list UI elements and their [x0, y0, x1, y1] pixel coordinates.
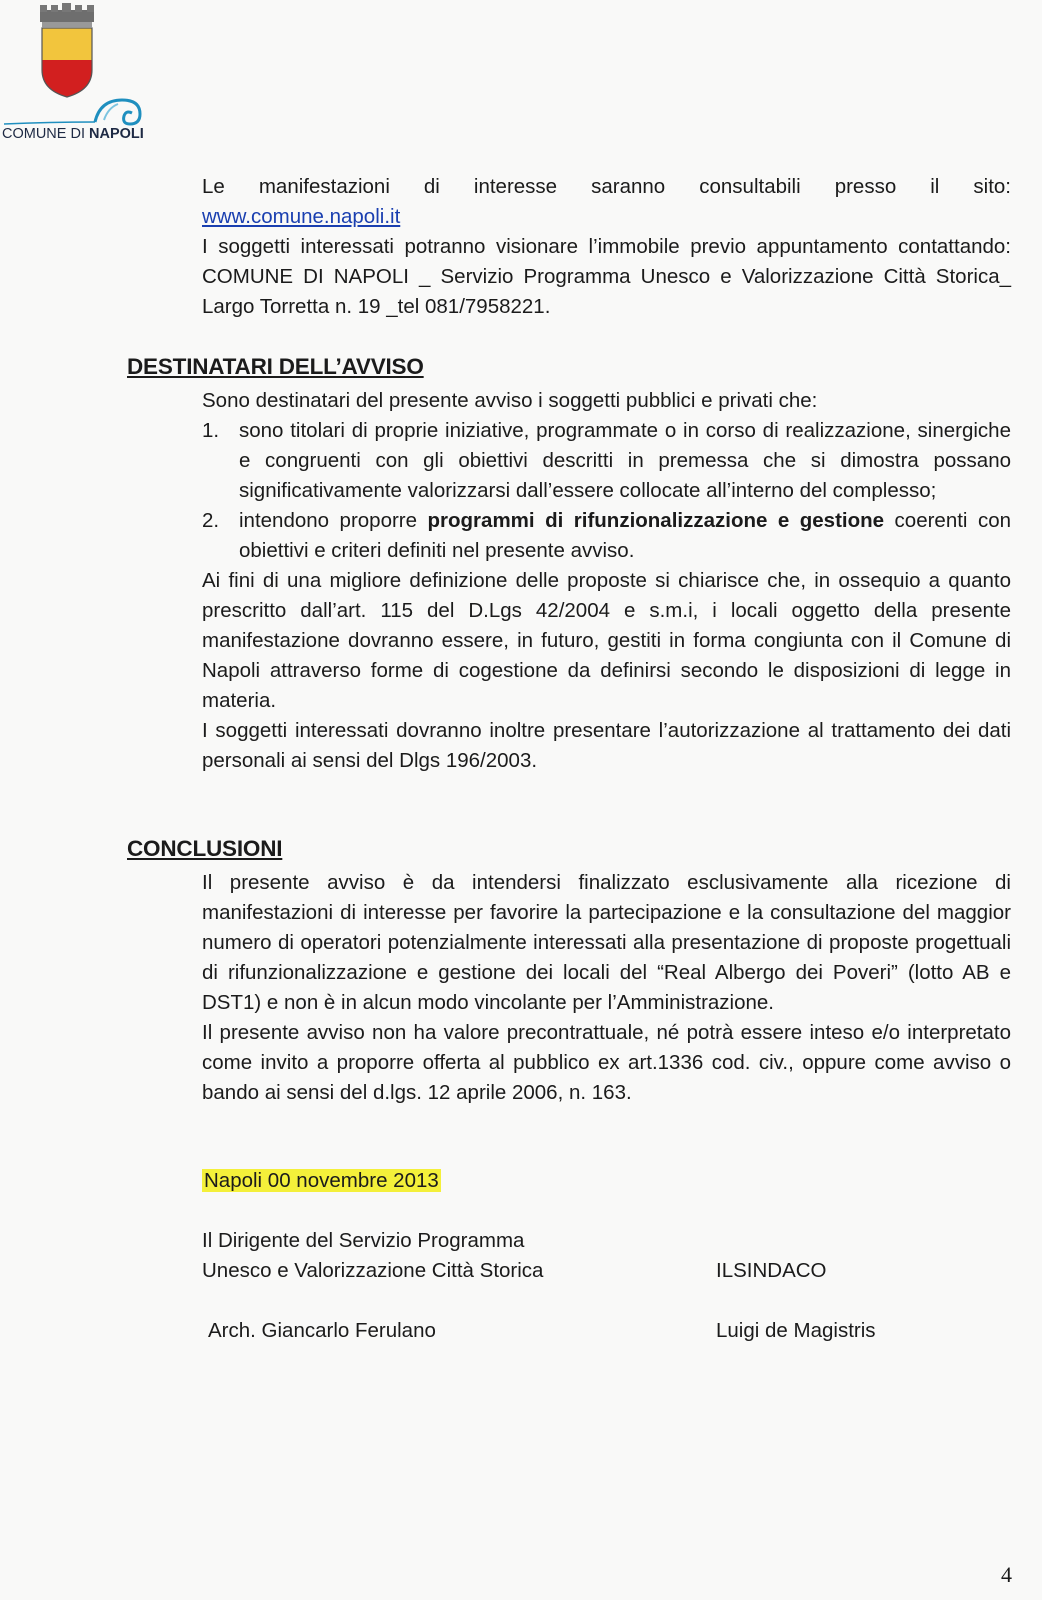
destinatari-paragraph: I soggetti interessati dovranno inoltre presentare l’autorizzazione al trattamento dei dati personali ai sensi del Dlgs 196/2003.	[202, 719, 1011, 772]
list-text: intendono proporre programmi di rifunzionalizzazione e gestione coerenti con obiettivi e criteri definiti nel presente avviso.	[239, 509, 1012, 562]
conclusioni-paragraph: Il presente avviso non ha valore precontrattuale, né potrà essere inteso e/o interpretato come invito a proporre offerta al pubblico ex art.1336 cod. civ., oppure come avviso o bando ai sensi del d.lgs. 12 aprile 2006, n. 163.	[202, 1021, 1011, 1104]
comune-di-napoli-logo	[0, 0, 160, 150]
destinatari-paragraph: Ai fini di una migliore definizione delle proposte si chiarisce che, in ossequio a quanto prescritto dall’art. 115 del D.Lgs 42/2004 e s.m.i, i locali oggetto della presente manifestazione dovranno essere, in futuro, gestiti in forma congiunta con il Comune di Napoli attraverso forme di cogestione da definirsi secondo le disposizioni di legge in materia.	[202, 569, 1011, 712]
signature-left-title-1: Il Dirigente del Servizio Programma	[202, 1229, 525, 1252]
date-line	[202, 1166, 1011, 1196]
signature-right-name: Luigi de Magistris	[716, 1319, 876, 1342]
sea-wave-icon	[4, 100, 140, 124]
logo-wordmark: COMUNE DI NAPOLI	[2, 126, 144, 142]
destinatari-content	[202, 386, 1011, 776]
signature-left-name: Arch. Giancarlo Ferulano	[208, 1319, 436, 1342]
list-number: 2.	[202, 509, 220, 532]
highlighted-date: Napoli 00 novembre 2013	[204, 1169, 439, 1192]
page-number: 4	[1001, 1562, 1012, 1587]
signature-left-title-2: Unesco e Valorizzazione Città Storica	[202, 1259, 544, 1282]
intro-line: Le manifestazioni di interesse saranno consultabili presso il sito:	[202, 175, 1011, 198]
list-item	[202, 506, 1011, 566]
intro-paragraph: I soggetti interessati potranno visionare l’immobile previo appuntamento contattando: COMUNE DI NAPOLI _ Servizio Programma Unesco e Valorizzazione Città Storica_ Largo Torretta n. 19 _tel 081/7958221.	[202, 235, 1011, 318]
bold-phrase: programmi di rifunzionalizzazione e gestione	[427, 509, 885, 532]
section-heading-conclusioni: CONCLUSIONI	[127, 836, 283, 861]
website-link-row	[202, 202, 1011, 232]
destinatari-lead: Sono destinatari del presente avviso i soggetti pubblici e privati che:	[202, 389, 818, 412]
conclusioni-paragraph: Il presente avviso è da intendersi finalizzato esclusivamente alla ricezione di manifestazioni di interesse per favorire la partecipazione e la consultazione del maggior numero di operatori potenzialmente interessati alla presentazione di proposte progettuali di rifunzionalizzazione e gestione dei locali del “Real Albergo dei Poveri” (lotto AB e DST1) e non è in alcun modo vincolante per l’Amministrazione.	[202, 871, 1011, 1014]
website-link[interactable]: www.comune.napoli.it	[202, 205, 401, 228]
list-number: 1.	[202, 419, 220, 442]
list-item	[202, 416, 1011, 506]
signature-right-title: ILSINDACO	[716, 1259, 827, 1282]
list-text: sono titolari di proprie iniziative, programmate o in corso di realizzazione, sinergiche e congruenti con gli obiettivi descritti in premessa che si dimostra possano significativamente valorizzarsi dall’essere collocate all’interno del complesso;	[239, 419, 1011, 502]
section-heading-destinatari: DESTINATARI DELL’AVVISO	[127, 354, 424, 379]
conclusioni-content	[202, 868, 1011, 1108]
